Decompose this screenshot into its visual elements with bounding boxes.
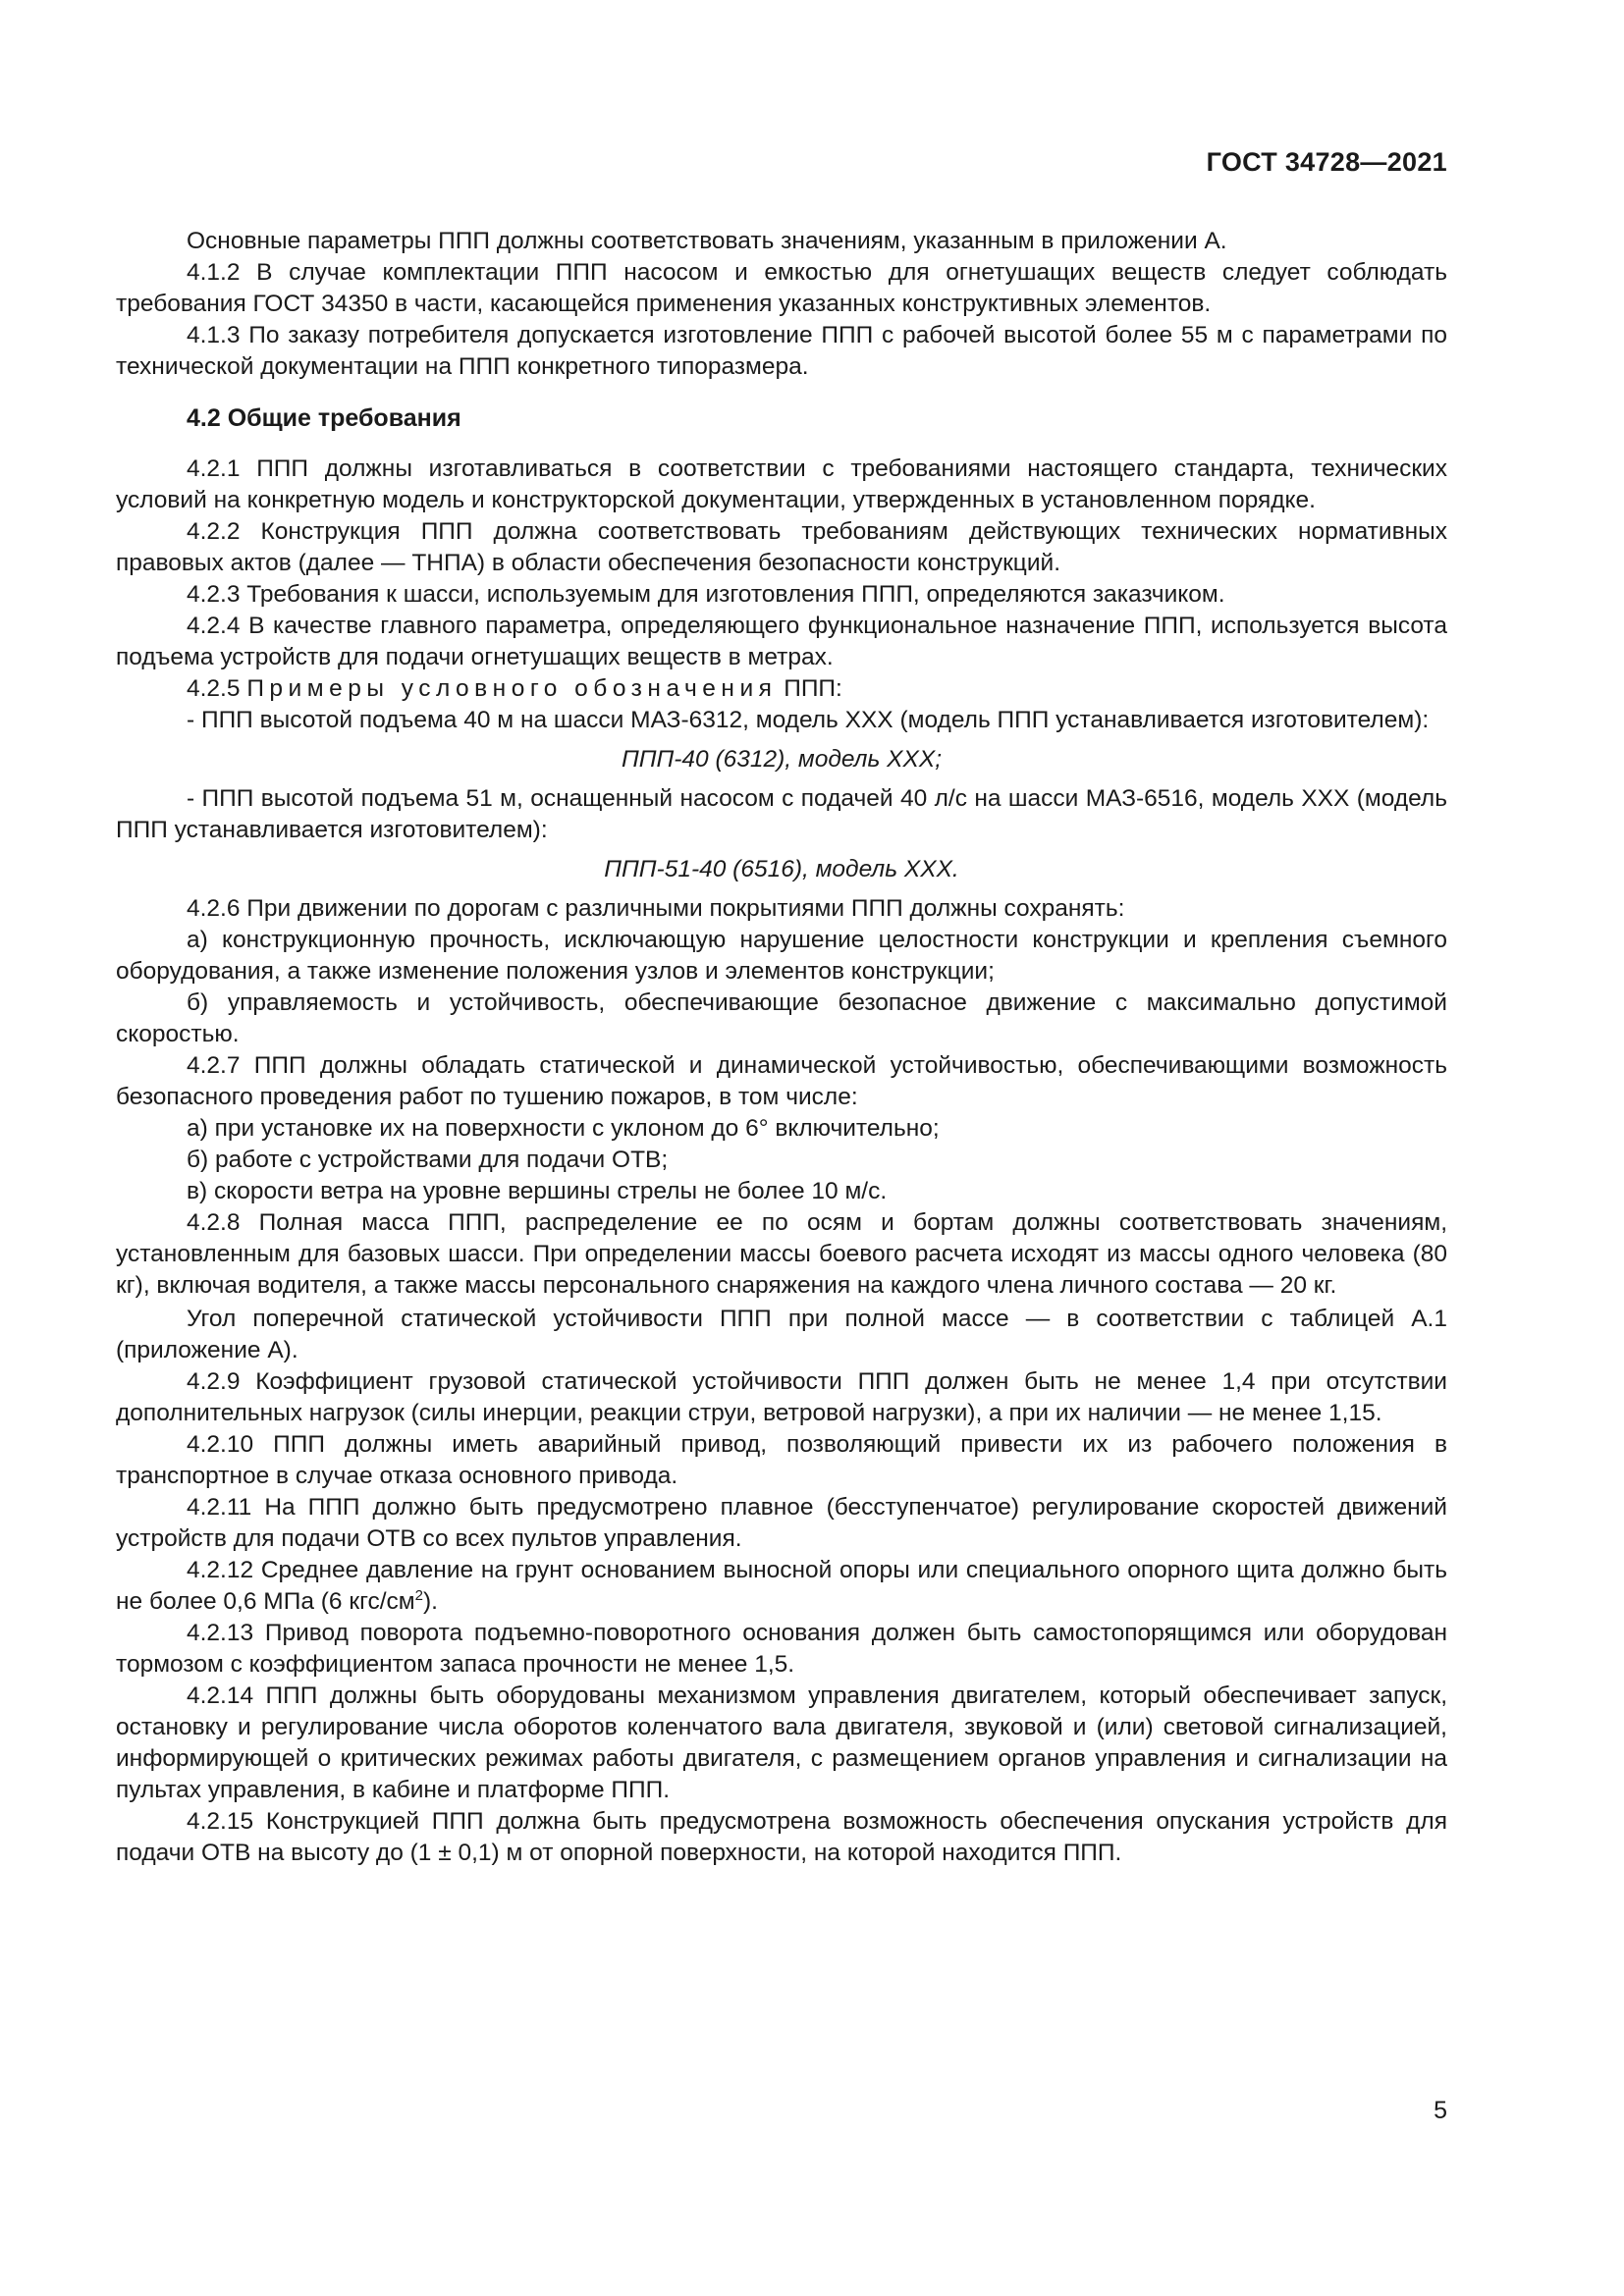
paragraph-4-2-5-spaced-heading: Примеры условного обозначения [246, 675, 778, 702]
paragraph-4-2-5 [116, 673, 1447, 705]
paragraph-4-2-7: 4.2.7 ППП должны обладать статической и динамической устойчивостью, обеспечивающими возможность безопасного проведения работ по тушению пожаров, в том числе: [116, 1052, 1447, 1110]
section-title-4-2: 4.2 Общие требования [187, 404, 461, 432]
paragraph-4-2-6: 4.2.6 При движении по дорогам с различными покрытиями ППП должны сохранять: [187, 895, 1125, 922]
superscript-2: 2 [414, 1586, 423, 1604]
paragraph-4-2-14: 4.2.14 ППП должны быть оборудованы механизмом управления двигателем, который обеспечивает запуск, остановку и регулирование числа оборотов коленчатого вала двигателя, звуковой и (или) световой сигнализацией, информирующей о критических режимах работы двигателя, с размещением органов управления и сигнализации на пультах управления, в кабине и платформе ППП. [116, 1682, 1447, 1803]
paragraph-4-2-7-c: в) скорости ветра на уровне вершины стрелы не более 10 м/с. [187, 1178, 888, 1204]
designation-example-2: ППП-51-40 (6516), модель ХХХ. [604, 856, 959, 882]
paragraph-4-2-13: 4.2.13 Привод поворота подъемно-поворотного основания должен быть самостопорящимся или оборудован тормозом с коэффициентом запаса прочности не менее 1,5. [116, 1620, 1447, 1678]
paragraph-4-2-5-number: 4.2.5 [187, 675, 247, 702]
paragraph-4-2-7-b: б) работе с устройствами для подачи ОТВ; [187, 1147, 669, 1173]
example-1: - ППП высотой подъема 40 м на шасси МАЗ-6312, модель ХХХ (модель ППП устанавливается изготовителем): [187, 707, 1430, 733]
paragraph-4-2-7-a: а) при установке их на поверхности с уклоном до 6° включительно; [187, 1115, 940, 1142]
designation-example-1: ППП-40 (6312), модель ХХХ; [621, 746, 943, 773]
paragraph-4-1-3: 4.1.3 По заказу потребителя допускается изготовление ППП с рабочей высотой более 55 м с параметрами по технической документации на ППП конкретного типоразмера. [116, 322, 1447, 380]
paragraph-4-2-8: 4.2.8 Полная масса ППП, распределение ее по осям и бортам должны соответствовать значениям, установленным для базовых шасси. При определении массы боевого расчета исходят из массы одного человека (80 кг), включая водителя, а также массы персонального снаряжения на каждого члена личного состава — 20 кг. [116, 1209, 1447, 1299]
paragraph-4-2-3: 4.2.3 Требования к шасси, используемым для изготовления ППП, определяются заказчиком. [187, 581, 1225, 608]
paragraph-4-2-12 [116, 1555, 1447, 1618]
paragraph-4-2-4: 4.2.4 В качестве главного параметра, определяющего функциональное назначение ППП, используется высота подъема устройств для подачи огнетушащих веществ в метрах. [116, 613, 1447, 670]
paragraph-4-2-11: 4.2.11 На ППП должно быть предусмотрено плавное (бесступенчатое) регулирование скоростей движений устройств для подачи ОТВ со всех пультов управления. [116, 1494, 1447, 1552]
page-number: 5 [1434, 2097, 1447, 2124]
paragraph-4-2-10: 4.2.10 ППП должны иметь аварийный привод, позволяющий привести их из рабочего положения в транспортное в случае отказа основного привода. [116, 1431, 1447, 1489]
paragraph-4-2-12-end: ). [422, 1588, 438, 1615]
paragraph-4-2-6-a: а) конструкционную прочность, исключающую нарушение целостности конструкции и крепления съемного оборудования, а также изменение положения узлов и элементов конструкции; [116, 927, 1447, 985]
paragraph-4-2-12-text: 4.2.12 Среднее давление на грунт основанием выносной опоры или специального опорного щита должно быть не более 0,6 МПа (6 кгс/см [116, 1557, 1447, 1615]
document-body [116, 226, 1447, 1869]
paragraph-4-2-2: 4.2.2 Конструкция ППП должна соответствовать требованиям действующих технических нормативных правовых актов (далее — ТНПА) в области обеспечения безопасности конструкций. [116, 518, 1447, 576]
paragraph-4-1-2: 4.1.2 В случае комплектации ППП насосом и емкостью для огнетушащих веществ следует соблюдать требования ГОСТ 34350 в части, касающейся применения указанных конструктивных элементов. [116, 259, 1447, 317]
paragraph-4-2-6-b: б) управляемость и устойчивость, обеспечивающие безопасное движение с максимально допустимой скоростью. [116, 989, 1447, 1047]
example-2: - ППП высотой подъема 51 м, оснащенный насосом с подачей 40 л/с на шасси МАЗ-6516, модель ХХХ (модель ППП устанавливается изготовителем): [116, 785, 1447, 843]
paragraph-stability-angle: Угол поперечной статической устойчивости ППП при полной массе — в соответствии с таблицей А.1 (приложение А). [116, 1306, 1447, 1363]
intro-paragraph-parameters: Основные параметры ППП должны соответствовать значениям, указанным в приложении А. [187, 228, 1227, 254]
paragraph-4-2-15: 4.2.15 Конструкцией ППП должна быть предусмотрена возможность обеспечения опускания устройств для подачи ОТВ на высоту до (1 ± 0,1) м от опорной поверхности, на которой находится ППП. [116, 1808, 1447, 1866]
paragraph-4-2-1: 4.2.1 ППП должны изготавливаться в соответствии с требованиями настоящего стандарта, технических условий на конкретную модель и конструкторской документации, утвержденных в установленном порядке. [116, 455, 1447, 513]
paragraph-4-2-9: 4.2.9 Коэффициент грузовой статической устойчивости ППП должен быть не менее 1,4 при отсутствии дополнительных нагрузок (силы инерции, реакции струи, ветровой нагрузки), а при их наличии — не менее 1,15. [116, 1368, 1447, 1426]
paragraph-4-2-5-tail: ППП: [777, 675, 842, 702]
standard-header: ГОСТ 34728—2021 [1206, 147, 1447, 177]
